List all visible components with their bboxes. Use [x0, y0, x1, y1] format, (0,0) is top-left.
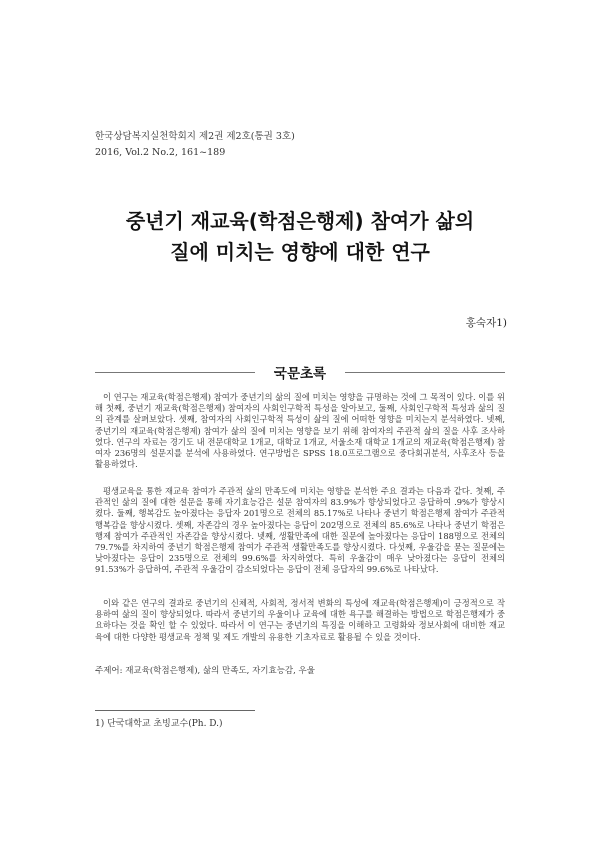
- abstract-paragraph-3: 이와 같은 연구의 결과로 중년기의 신체적, 사회적, 정서적 변화의 특성에 재교육(학점은행제)이 긍정적으로 작용하여 삶의 질이 향상되었다. 따라서 중년기의 우울이나 교육에 대한 욕구를 해결하는 방법으로 학점은행제가 중요하다는 것을 확인 할 수 있었다. 따라서 이 연구는 중년기의 특징을 이해하고 고령화와 정보사회에 대비한 재교육에 대한 다양한 평생교육 정책 및 제도 개발의 유용한 기초자료로 활용될 수 있을 것이다.: [95, 598, 505, 642]
- abstract-heading-block: [95, 362, 505, 382]
- paper-title-line-2: 질에 미치는 영향에 대한 연구: [170, 240, 430, 264]
- abstract-paragraph-1: 이 연구는 재교육(학점은행제) 참여가 중년기의 삶의 질에 미치는 영향을 규명하는 것에 그 목적이 있다. 이를 위해 첫째, 중년기 재교육(학점은행제) 참여자의 사회인구학적 특성을 알아보고, 둘째, 사회인구학적 특성과 삶의 질의 관계를 살펴보았다. 셋째, 참여자의 사회인구학적 특성이 삶의 질에 어떠한 영향을 미치는지 분석하였다. 넷째, 중년기의 재교육(학점은행제) 참여가 삶의 질에 미치는 영향을 보기 위해 참여자의 주관적 삶의 질을 사후 조사하였다. 연구의 자료는 경기도 내 전문대학교 1개교, 대학교 1개교, 서울소재 대학교 1개교의 재교육(학점은행제) 참여자 236명의 설문지를 분석에 사용하였다. 연구방법은 SPSS 18.0프로그램으로 중다회귀분석, 사후조사 등을 활용하였다.: [95, 392, 505, 470]
- keywords: 주제어: 재교육(학점은행제), 삶의 만족도, 자기효능감, 우울: [95, 666, 315, 676]
- abstract-heading: 국문초록: [273, 366, 327, 382]
- paper-title-line-1: 중년기 재교육(학점은행제) 참여가 삶의: [125, 209, 475, 233]
- footnote: 1) 단국대학교 초빙교수(Ph. D.): [95, 719, 223, 729]
- heading-rule-left: [95, 372, 255, 373]
- author: 홍숙자1): [465, 317, 507, 329]
- footnote-rule: [95, 710, 255, 711]
- journal-volume: 2016, Vol.2 No.2, 161~189: [95, 147, 226, 158]
- abstract-paragraph-2: 평생교육을 통한 재교육 참여가 주관적 삶의 만족도에 미치는 영향을 분석한 주요 결과는 다음과 같다. 첫째, 주관적인 삶의 질에 대한 설문을 통해 자기효능감은 설문 참여자의 83.9%가 향상되었다고 응답하여 .9%가 향상시켰다. 둘째, 행복감도 높아졌다는 응답자 201명으로 전체의 85.17%로 나타나 중년기 학점은행제 참여가 주관적 행복감을 향상시켰다. 셋째, 자존감의 경우 높아졌다는 응답이 202명으로 전체의 85.6%로 나타나 중년기 학점은행제 참여가 주관적인 자존감을 향상시켰다. 넷째, 생활만족에 대한 질문에 높아졌다는 응답이 188명으로 전체의 79.7%를 차지하여 중년기 학점은행제 참여가 주관적 생활만족도를 향상시켰다. 다섯째, 우울감을 묻는 질문에는 낮아졌다는 응답이 235명으로 전체의 99.6%를 차지하였다. 특히 우울감이 매우 낮아졌다는 응답이 전체의 91.53%가 응답하여, 주관적 우울감이 감소되었다는 응답이 전체 응답자의 99.6%로 나타났다.: [95, 486, 505, 575]
- journal-name: 한국상담복지실천학회지 제2권 제2호(통권 3호): [95, 131, 295, 142]
- heading-rule-right: [345, 372, 505, 373]
